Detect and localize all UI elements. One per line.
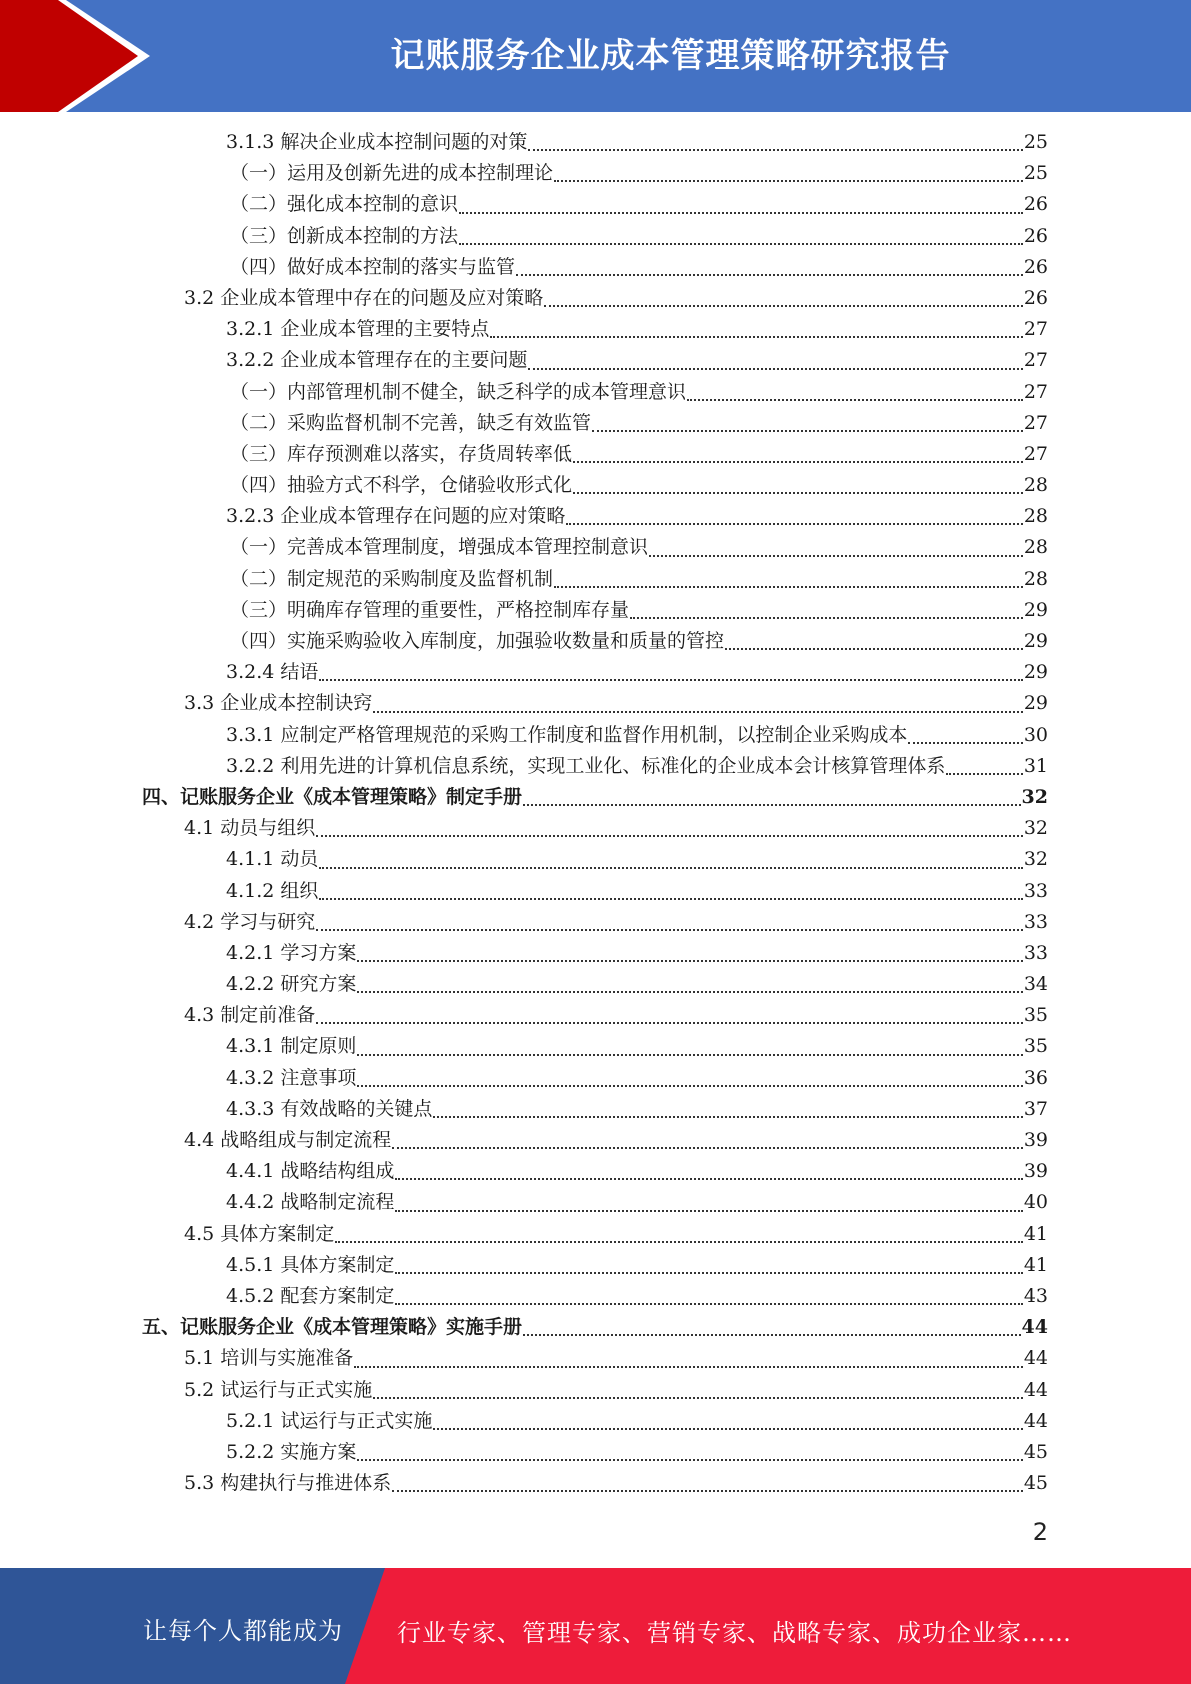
toc-entry-page: 44 [1023, 1347, 1048, 1370]
toc-entry[interactable] [142, 1250, 1048, 1281]
toc-entry-page: 34 [1023, 973, 1048, 996]
toc-entry-title: （四）做好成本控制的落实与监管 [230, 255, 516, 278]
toc-entry-title: 4.3.2 注意事项 [226, 1066, 357, 1089]
toc-dot-leader [946, 773, 1022, 775]
toc-entry[interactable] [142, 1375, 1048, 1406]
toc-entry-page: 31 [1023, 754, 1048, 777]
toc-entry-page: 32 [1023, 848, 1048, 871]
footer-slogan: 让每个人都能成为 [143, 1617, 343, 1645]
toc-entry[interactable] [142, 688, 1048, 719]
toc-entry-title: 4.1.1 动员 [226, 848, 319, 871]
toc-entry-page: 28 [1023, 567, 1048, 590]
toc-entry-title: 4.5.1 具体方案制定 [226, 1253, 395, 1276]
toc-dot-leader [319, 679, 1022, 681]
page-footer [0, 1568, 1191, 1684]
toc-entry[interactable] [142, 283, 1048, 314]
toc-entry-title: 4.5 具体方案制定 [184, 1222, 335, 1245]
toc-dot-leader [433, 1428, 1022, 1430]
toc-dot-leader [725, 648, 1023, 650]
toc-entry[interactable] [142, 782, 1048, 813]
toc-entry[interactable] [142, 1063, 1048, 1094]
toc-dot-leader [357, 960, 1022, 962]
toc-entry[interactable] [142, 1000, 1048, 1031]
toc-entry[interactable] [142, 1343, 1048, 1374]
toc-entry-page: 28 [1023, 505, 1048, 528]
toc-entry-page: 35 [1023, 1004, 1048, 1027]
toc-dot-leader [908, 742, 1022, 744]
toc-entry-page: 32 [1023, 817, 1048, 840]
toc-entry-title: 4.5.2 配套方案制定 [226, 1284, 395, 1307]
toc-dot-leader [523, 1334, 1021, 1336]
toc-dot-leader [528, 149, 1022, 151]
toc-entry[interactable] [142, 1156, 1048, 1187]
toc-dot-leader [573, 461, 1023, 463]
toc-entry[interactable] [142, 626, 1048, 657]
toc-entry-page: 29 [1023, 661, 1048, 684]
toc-entry-title: （一）内部管理机制不健全，缺乏科学的成本管理意识 [230, 380, 687, 403]
toc-entry-title: 4.2 学习与研究 [184, 910, 316, 933]
toc-dot-leader [566, 523, 1022, 525]
toc-entry-page: 33 [1023, 941, 1048, 964]
toc-dot-leader [392, 1490, 1023, 1492]
toc-entry-page: 30 [1023, 723, 1048, 746]
toc-entry-page: 33 [1023, 910, 1048, 933]
toc-entry[interactable] [142, 657, 1048, 688]
toc-dot-leader [544, 305, 1023, 307]
toc-entry-page: 26 [1023, 286, 1048, 309]
toc-dot-leader [373, 1397, 1023, 1399]
toc-dot-leader [316, 835, 1023, 837]
toc-entry[interactable] [142, 720, 1048, 751]
toc-entry[interactable] [142, 252, 1048, 283]
toc-dot-leader [357, 1085, 1022, 1087]
toc-entry-page: 39 [1023, 1129, 1048, 1151]
toc-entry-title: 4.3.3 有效战略的关键点 [226, 1097, 433, 1120]
toc-entry[interactable] [142, 1437, 1048, 1468]
toc-entry-title: 4.1.2 组织 [226, 879, 319, 902]
toc-entry[interactable] [142, 938, 1048, 969]
toc-entry[interactable] [142, 345, 1048, 376]
toc-entry-page: 25 [1023, 131, 1048, 153]
toc-entry-title: 5.1 培训与实施准备 [184, 1347, 354, 1370]
toc-entry[interactable] [142, 377, 1048, 408]
toc-entry-title: 3.3.1 应制定严格管理规范的采购工作制度和监督作用机制，以控制企业采购成本 [226, 723, 908, 746]
toc-entry-title: 3.2.1 企业成本管理的主要特点 [226, 318, 490, 341]
toc-entry-page: 39 [1023, 1160, 1048, 1183]
toc-entry-title: （一）完善成本管理制度，增强成本管理控制意识 [230, 536, 649, 559]
toc-dot-leader [319, 867, 1022, 869]
toc-entry-page: 44 [1023, 1378, 1048, 1401]
table-of-contents [142, 127, 1048, 1499]
toc-entry-page: 27 [1023, 318, 1048, 341]
toc-entry-page: 37 [1023, 1097, 1048, 1120]
toc-entry-page: 43 [1023, 1284, 1048, 1307]
toc-entry[interactable] [142, 1312, 1048, 1343]
toc-dot-leader [630, 617, 1023, 619]
toc-entry-title: （三）库存预测难以落实，存货周转率低 [230, 442, 573, 465]
toc-entry[interactable] [142, 564, 1048, 595]
toc-entry-page: 35 [1023, 1035, 1048, 1058]
toc-entry[interactable] [142, 969, 1048, 1000]
toc-dot-leader [373, 711, 1023, 713]
page-header [0, 0, 1191, 112]
toc-entry-page: 28 [1023, 536, 1048, 559]
toc-entry-title: 3.2.4 结语 [226, 661, 319, 684]
toc-entry-page: 45 [1023, 1440, 1048, 1463]
toc-entry-page: 45 [1023, 1472, 1048, 1495]
toc-entry-title: （四）抽验方式不科学，仓储验收形式化 [230, 474, 573, 497]
toc-entry-title: 3.3 企业成本控制诀窍 [184, 692, 373, 715]
toc-entry[interactable] [142, 470, 1048, 501]
toc-dot-leader [395, 1303, 1022, 1305]
toc-entry-title: 5.2.1 试运行与正式实施 [226, 1409, 433, 1432]
page-number: 2 [1032, 1518, 1048, 1546]
toc-entry[interactable] [142, 751, 1048, 782]
toc-dot-leader [459, 243, 1023, 245]
toc-entry-page: 27 [1023, 442, 1048, 465]
toc-entry-title: 四、记账服务企业《成本管理策略》制定手册 [142, 785, 523, 808]
toc-dot-leader [335, 1241, 1023, 1243]
toc-dot-leader [490, 336, 1022, 338]
toc-dot-leader [649, 555, 1023, 557]
toc-entry[interactable] [142, 907, 1048, 938]
toc-dot-leader [516, 274, 1023, 276]
toc-entry[interactable] [142, 1187, 1048, 1218]
toc-entry-title: 五、记账服务企业《成本管理策略》实施手册 [142, 1316, 523, 1339]
toc-dot-leader [319, 898, 1022, 900]
toc-entry-page: 28 [1023, 474, 1048, 497]
toc-entry[interactable] [142, 1125, 1048, 1156]
toc-entry-page: 41 [1023, 1222, 1048, 1245]
toc-dot-leader [554, 586, 1023, 588]
toc-entry[interactable] [142, 532, 1048, 563]
toc-entry[interactable] [142, 1406, 1048, 1437]
toc-entry-page: 26 [1023, 255, 1048, 278]
toc-dot-leader [354, 1366, 1023, 1368]
toc-entry[interactable] [142, 158, 1048, 189]
toc-dot-leader [392, 1147, 1023, 1149]
toc-entry-page: 33 [1023, 879, 1048, 902]
toc-entry-page: 36 [1023, 1066, 1048, 1089]
toc-entry[interactable] [142, 439, 1048, 470]
toc-entry-title: 3.2.3 企业成本管理存在问题的应对策略 [226, 505, 566, 528]
toc-dot-leader [395, 1272, 1022, 1274]
toc-dot-leader [395, 1178, 1022, 1180]
toc-entry-title: 5.2 试运行与正式实施 [184, 1378, 373, 1401]
toc-entry-title: 4.4 战略组成与制定流程 [184, 1129, 392, 1151]
toc-entry-title: 4.2.1 学习方案 [226, 941, 357, 964]
toc-entry[interactable] [142, 1031, 1048, 1062]
toc-entry[interactable] [142, 189, 1048, 220]
toc-entry[interactable] [142, 1094, 1048, 1125]
toc-entry-title: 4.4.2 战略制定流程 [226, 1191, 395, 1214]
toc-entry[interactable] [142, 221, 1048, 252]
toc-entry-page: 32 [1021, 785, 1048, 808]
toc-entry-title: （四）实施采购验收入库制度，加强验收数量和质量的管控 [230, 630, 725, 652]
toc-dot-leader [395, 1210, 1022, 1212]
toc-entry[interactable] [142, 501, 1048, 532]
toc-dot-leader [316, 1022, 1023, 1024]
toc-dot-leader [523, 804, 1021, 806]
toc-entry[interactable] [142, 314, 1048, 345]
toc-entry-title: （一）运用及创新先进的成本控制理论 [230, 162, 554, 185]
toc-entry[interactable] [142, 1468, 1048, 1499]
toc-entry-page: 41 [1023, 1253, 1048, 1276]
footer-tagline: 行业专家、管理专家、营销专家、战略专家、成功企业家…… [397, 1619, 1072, 1647]
toc-entry-title: 3.1.3 解决企业成本控制问题的对策 [226, 131, 528, 153]
toc-entry-title: （三）创新成本控制的方法 [230, 224, 459, 247]
toc-dot-leader [316, 929, 1023, 931]
toc-entry-page: 27 [1023, 349, 1048, 372]
toc-entry-page: 26 [1023, 224, 1048, 247]
toc-entry-page: 27 [1023, 380, 1048, 403]
toc-dot-leader [573, 492, 1023, 494]
toc-entry-page: 27 [1023, 411, 1048, 434]
toc-entry[interactable] [142, 408, 1048, 439]
toc-entry[interactable] [142, 1219, 1048, 1250]
toc-entry-page: 26 [1023, 193, 1048, 216]
toc-entry-title: 4.1 动员与组织 [184, 817, 316, 840]
toc-entry-title: 4.4.1 战略结构组成 [226, 1160, 395, 1183]
toc-entry-page: 44 [1021, 1316, 1048, 1339]
toc-dot-leader [554, 180, 1023, 182]
toc-entry-title: （二）采购监督机制不完善，缺乏有效监管 [230, 411, 592, 434]
toc-entry-title: 3.2.2 企业成本管理存在的主要问题 [226, 349, 528, 372]
toc-entry-page: 40 [1023, 1191, 1048, 1214]
toc-entry[interactable] [142, 844, 1048, 875]
toc-entry[interactable] [142, 595, 1048, 626]
toc-entry-page: 25 [1023, 162, 1048, 185]
toc-entry-title: 4.2.2 研究方案 [226, 973, 357, 996]
toc-dot-leader [357, 1054, 1022, 1056]
toc-entry-title: 5.3 构建执行与推进体系 [184, 1472, 392, 1495]
toc-entry-title: 4.3.1 制定原则 [226, 1035, 357, 1058]
toc-entry-title: 5.2.2 实施方案 [226, 1440, 357, 1463]
toc-dot-leader [687, 399, 1023, 401]
toc-entry[interactable] [142, 1281, 1048, 1312]
toc-entry-page: 29 [1023, 598, 1048, 621]
toc-entry-title: （三）明确库存管理的重要性，严格控制库存量 [230, 598, 630, 621]
toc-entry-page: 44 [1023, 1409, 1048, 1432]
toc-dot-leader [592, 430, 1023, 432]
toc-entry-title: （二）强化成本控制的意识 [230, 193, 459, 216]
toc-entry-title: 3.2 企业成本管理中存在的问题及应对策略 [184, 286, 544, 309]
toc-entry-page: 29 [1023, 630, 1048, 652]
toc-entry[interactable] [142, 876, 1048, 907]
toc-entry-page: 29 [1023, 692, 1048, 715]
toc-entry[interactable] [142, 813, 1048, 844]
toc-entry[interactable] [142, 127, 1048, 158]
toc-entry-title: （二）制定规范的采购制度及监督机制 [230, 567, 554, 590]
toc-dot-leader [357, 991, 1022, 993]
toc-entry-title: 4.3 制定前准备 [184, 1004, 316, 1027]
toc-dot-leader [459, 212, 1023, 214]
toc-dot-leader [433, 1116, 1022, 1118]
toc-dot-leader [528, 368, 1022, 370]
toc-dot-leader [357, 1459, 1022, 1461]
report-title: 记账服务企业成本管理策略研究报告 [390, 36, 951, 76]
toc-entry-title: 3.2.2 利用先进的计算机信息系统，实现工业化、标准化的企业成本会计核算管理体系 [226, 754, 946, 777]
